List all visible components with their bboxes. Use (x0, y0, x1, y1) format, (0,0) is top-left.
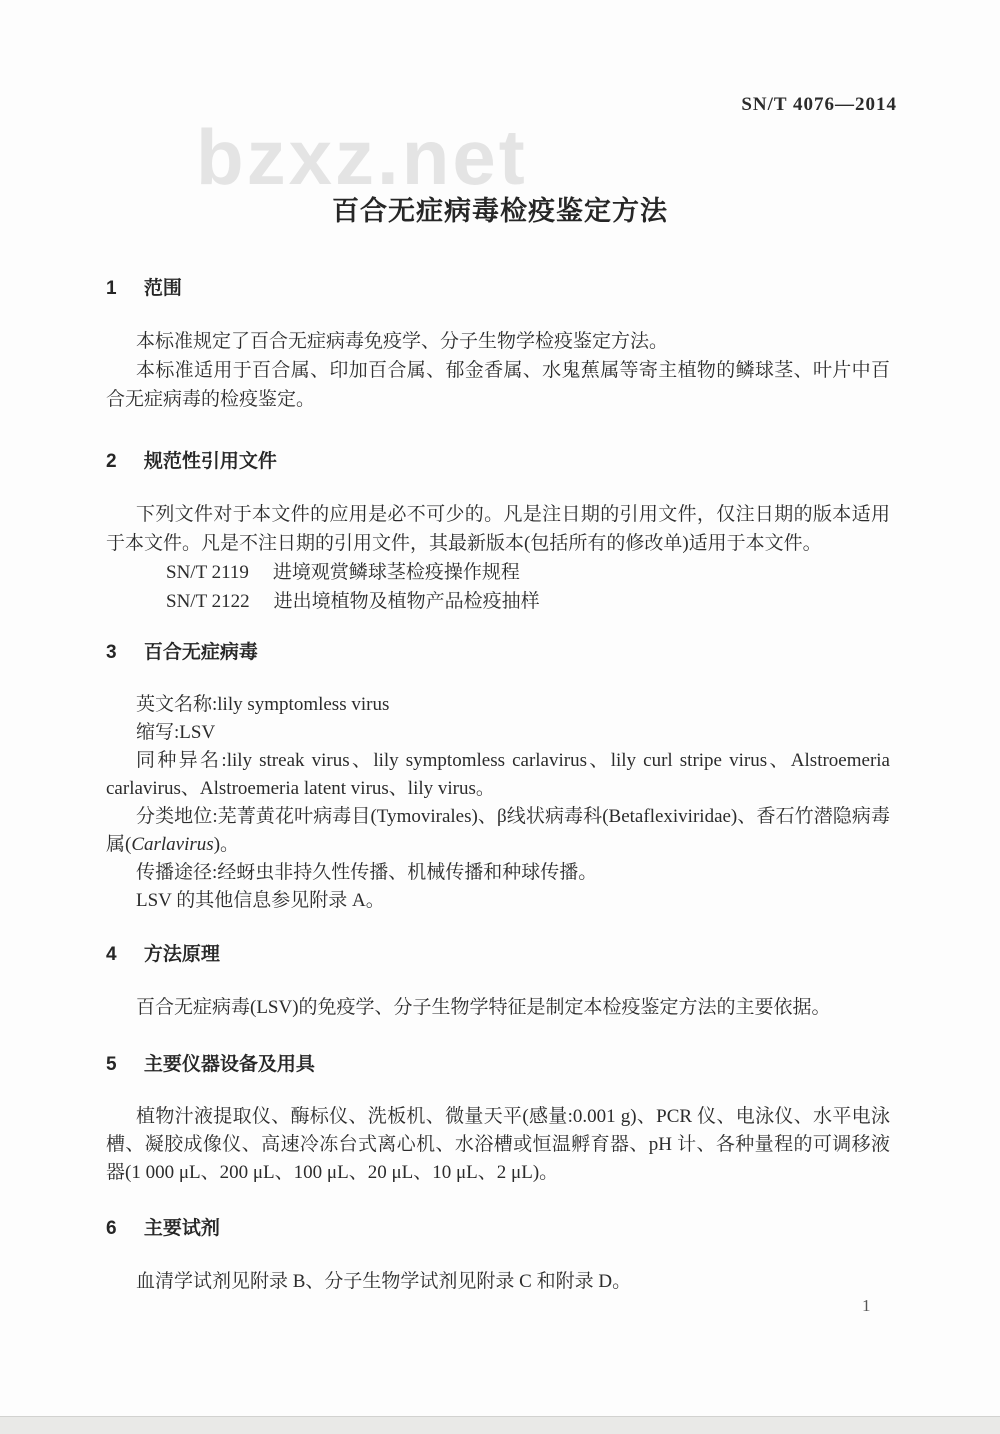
section-number: 6 (106, 1218, 117, 1239)
section-number: 5 (106, 1054, 117, 1075)
section-number: 3 (106, 642, 117, 663)
paragraph: 血清学试剂见附录 B、分子生物学试剂见附录 C 和附录 D。 (136, 1271, 632, 1292)
section-number: 2 (106, 451, 117, 472)
taxonomy-genus: Carlavirus (131, 834, 214, 855)
reference-code: SN/T 2119 (166, 562, 249, 583)
section-heading (106, 641, 890, 665)
reference-title: 进出境植物及植物产品检疫抽样 (273, 591, 540, 612)
taxonomy-prefix: 分类地位:芜菁黄花叶病毒目(Tymovirales)、β线状病毒科(Betaflexiviridae)、香石竹潜隐病毒属( (106, 806, 890, 855)
section-heading-text: 规范性引用文件 (143, 451, 277, 472)
taxonomy-suffix: )。 (213, 834, 240, 855)
reference-item (106, 558, 890, 587)
info-line-appendix-note: LSV 的其他信息参见附录 A。 (136, 890, 385, 911)
section-scope (106, 277, 890, 414)
info-line-english-name: 英文名称:lily symptomless virus (136, 694, 390, 715)
section-reagents (106, 1217, 890, 1296)
section-heading (106, 1217, 890, 1241)
section-heading (106, 450, 890, 474)
section-heading-text: 范围 (143, 278, 182, 299)
page-title: 百合无症病毒检疫鉴定方法 (332, 196, 668, 226)
paragraph: 植物汁液提取仪、酶标仪、洗板机、微量天平(感量:0.001 g)、PCR 仪、电泳仪、水平电泳槽、凝胶成像仪、高速冷冻台式离心机、水浴槽或恒温孵育器、pH 计、各种量程的可调移液器(1 000 μL、200 μL、100 μL、20 μL、10 μL、2 μL)。 (106, 1106, 890, 1183)
scan-edge-band (0, 1416, 1000, 1434)
info-line-taxonomy (106, 803, 890, 859)
paragraph: 本标准适用于百合属、印加百合属、郁金香属、水鬼蕉属等寄主植物的鳞球茎、叶片中百合无症病毒的检疫鉴定。 (106, 360, 890, 410)
paragraph: 本标准规定了百合无症病毒免疫学、分子生物学检疫鉴定方法。 (136, 331, 669, 352)
section-heading-text: 百合无症病毒 (143, 642, 258, 663)
section-number: 1 (106, 278, 117, 299)
paragraph: 下列文件对于本文件的应用是必不可少的。凡是注日期的引用文件，仅注日期的版本适用于本文件。凡是不注日期的引用文件，其最新版本(包括所有的修改单)适用于本文件。 (106, 504, 890, 554)
section-heading-text: 主要仪器设备及用具 (143, 1054, 315, 1075)
section-heading (106, 277, 890, 301)
section-virus-description (106, 641, 890, 915)
section-heading-text: 方法原理 (143, 944, 220, 965)
section-heading (106, 1053, 890, 1077)
paragraph: 百合无症病毒(LSV)的免疫学、分子生物学特征是制定本检疫鉴定方法的主要依据。 (136, 997, 831, 1018)
info-line-synonyms: 同种异名:lily streak virus、lily symptomless carlavirus、lily curl stripe virus、Alstroemeria carlavirus、Alstroemeria latent virus、lily virus。 (106, 750, 890, 799)
info-line-transmission: 传播途径:经蚜虫非持久性传播、机械传播和种球传播。 (136, 862, 598, 883)
reference-title: 进境观赏鳞球茎检疫操作规程 (272, 562, 520, 583)
section-normative-references (106, 450, 890, 616)
page-number: 1 (862, 1296, 871, 1315)
section-method-principle (106, 943, 890, 1022)
reference-item (106, 587, 890, 616)
section-number: 4 (106, 944, 117, 965)
reference-code: SN/T 2122 (166, 591, 250, 612)
section-heading (106, 943, 890, 967)
section-heading-text: 主要试剂 (143, 1218, 220, 1239)
standard-number: SN/T 4076—2014 (741, 94, 897, 115)
info-line-abbreviation: 缩写:LSV (136, 722, 216, 743)
section-equipment (106, 1053, 890, 1187)
watermark: bzxz.net (196, 113, 528, 201)
